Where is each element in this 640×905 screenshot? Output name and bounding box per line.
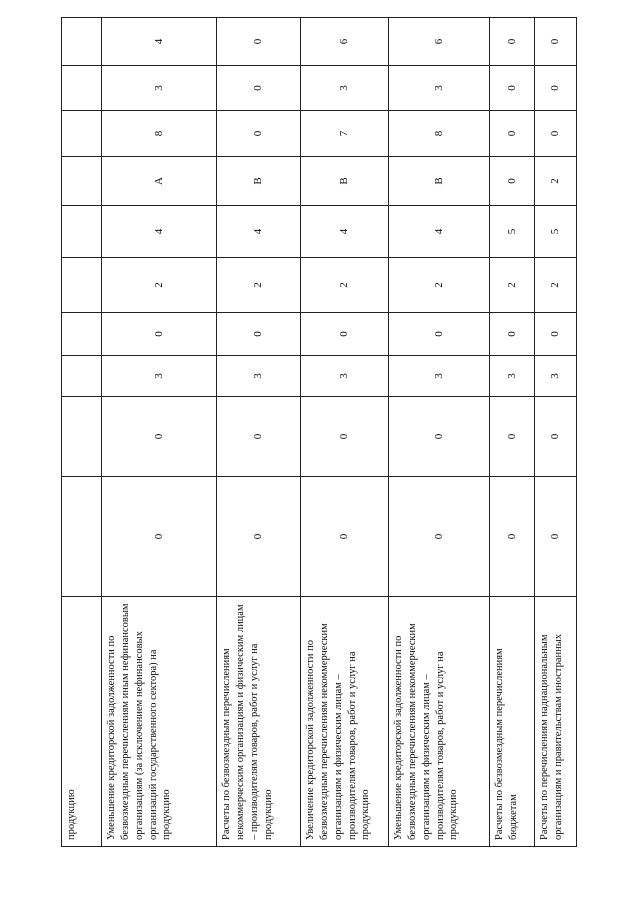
code-cell: 0 (102, 313, 217, 356)
table-body (62, 18, 577, 847)
code-cell: 2 (490, 258, 535, 313)
code-cell: 0 (301, 397, 389, 477)
code-cell: 0 (490, 18, 535, 66)
code-cell: 3 (102, 66, 217, 111)
code-cell: 7 (301, 111, 389, 157)
code-cell: 0 (217, 477, 301, 597)
code-cell: 0 (490, 111, 535, 157)
table-row (102, 18, 217, 847)
code-cell: 6 (301, 18, 389, 66)
row-name-cell: Уменьшение кредиторской задолженности по безвозмездным перечислениям иным нефинансовым организациям (за исключением нефинансовых организаций государственного сектора) на продукцию (102, 597, 217, 847)
code-cell: 4 (102, 206, 217, 258)
code-cell: 0 (217, 313, 301, 356)
code-cell (62, 111, 102, 157)
row-name-cell: Уменьшение кредиторской задолженности по безвозмездным перечислениям некоммерческим организациям и физическим лицам – производителям товаров, работ и услуг на продукцию (389, 597, 490, 847)
code-cell: 0 (535, 313, 577, 356)
table-row (301, 18, 389, 847)
code-cell (62, 18, 102, 66)
row-name-cell: Увеличение кредиторской задолженности по безвозмездным перечислениям некоммерческим организациям и физическим лицам – производителям товаров, работ и услуг на продукцию (301, 597, 389, 847)
code-cell (62, 157, 102, 206)
code-cell: 0 (490, 477, 535, 597)
table-header-row (62, 18, 102, 847)
code-cell: 3 (217, 356, 301, 397)
table-row (535, 18, 577, 847)
code-cell: 0 (301, 477, 389, 597)
code-cell: 3 (389, 356, 490, 397)
code-cell: 0 (535, 477, 577, 597)
code-cell: В (389, 157, 490, 206)
code-cell: 0 (490, 397, 535, 477)
code-cell (62, 206, 102, 258)
code-cell: 5 (535, 206, 577, 258)
code-cell: 8 (102, 111, 217, 157)
code-cell: 0 (535, 397, 577, 477)
code-cell: 2 (389, 258, 490, 313)
code-cell: 0 (102, 397, 217, 477)
code-cell: 0 (490, 157, 535, 206)
code-cell: 2 (301, 258, 389, 313)
table-row (389, 18, 490, 847)
row-name-cell: Расчеты по перечислениям наднациональным организациям и правительствам иностранных (535, 597, 577, 847)
code-cell: 3 (301, 66, 389, 111)
code-cell: 2 (217, 258, 301, 313)
code-cell: 3 (389, 66, 490, 111)
code-cell: 0 (490, 66, 535, 111)
code-cell (62, 397, 102, 477)
code-cell: 3 (102, 356, 217, 397)
rotated-page (61, 38, 576, 847)
code-cell (62, 477, 102, 597)
code-cell (62, 356, 102, 397)
code-cell: 4 (389, 206, 490, 258)
code-cell: 6 (389, 18, 490, 66)
code-cell: 0 (535, 18, 577, 66)
code-cell: 3 (301, 356, 389, 397)
code-cell: 0 (217, 111, 301, 157)
code-cell: 2 (535, 258, 577, 313)
code-cell: А (102, 157, 217, 206)
code-cell: 0 (490, 313, 535, 356)
table-row (490, 18, 535, 847)
code-cell (62, 313, 102, 356)
code-cell (62, 66, 102, 111)
code-cell: 0 (217, 18, 301, 66)
code-cell: 5 (490, 206, 535, 258)
code-cell: 0 (217, 397, 301, 477)
code-cell: 2 (535, 157, 577, 206)
code-cell: 3 (490, 356, 535, 397)
code-cell: В (301, 157, 389, 206)
code-cell: 0 (389, 397, 490, 477)
row-name-cell: продукцию (62, 597, 102, 847)
code-cell: 4 (102, 18, 217, 66)
code-cell: 8 (389, 111, 490, 157)
code-cell: 2 (102, 258, 217, 313)
code-cell: 0 (389, 313, 490, 356)
code-cell: 0 (535, 111, 577, 157)
code-cell: 4 (217, 206, 301, 258)
accounts-table (61, 17, 577, 847)
code-cell: В (217, 157, 301, 206)
code-cell: 0 (102, 477, 217, 597)
code-cell: 0 (389, 477, 490, 597)
code-cell: 4 (301, 206, 389, 258)
code-cell: 0 (535, 66, 577, 111)
table-row (217, 18, 301, 847)
row-name-cell: Расчеты по безвозмездным перечислениям некоммерческим организациям и физическим лицам – производителям товаров, работ и услуг на продукцию (217, 597, 301, 847)
code-cell: 3 (535, 356, 577, 397)
code-cell: 0 (217, 66, 301, 111)
row-name-cell: Расчеты по безвозмездным перечислениям бюджетам (490, 597, 535, 847)
code-cell (62, 258, 102, 313)
code-cell: 0 (301, 313, 389, 356)
